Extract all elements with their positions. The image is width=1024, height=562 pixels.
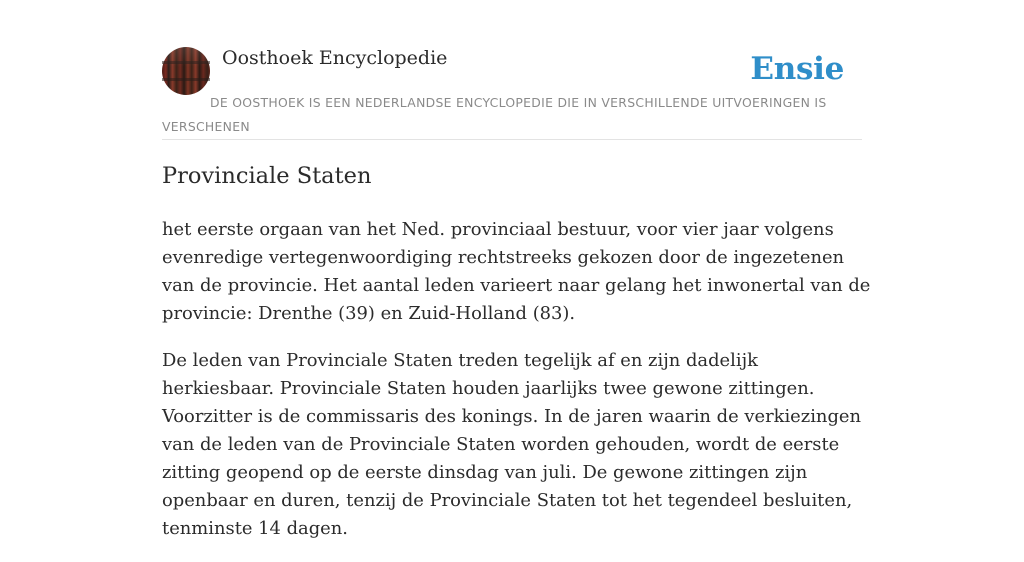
site-name[interactable]: Oosthoek Encyclopedie — [222, 47, 448, 69]
site-tagline: DE OOSTHOEK IS EEN NEDERLANDSE ENCYCLOPEDIE DIE IN VERSCHILLENDE UITVOERINGEN IS VERSCHENEN — [162, 95, 827, 134]
article-paragraph: het eerste orgaan van het Ned. provinciaal bestuur, voor vier jaar volgens evenredige vertegenwoordiging rechtstreeks gekozen door de ingezetenen van de provincie. Het aantal leden varieert naar gelang het inwonertal van de provincie: Drenthe (39) en Zuid-Holland (83). — [162, 219, 871, 324]
article-paragraph: De leden van Provinciale Staten treden tegelijk af en zijn dadelijk herkiesbaar. Provinciale Staten houden jaarlijks twee gewone zittingen. Voorzitter is de commissaris des konings. In de jaren waarin de verkiezingen van de leden van de Provinciale Staten worden gehouden, wordt de eerste zitting geopend op de eerste dinsdag van juli. De gewone zittingen zijn openbaar en duren, tenzij de Provinciale Staten tot het tegendeel besluiten, tenminste 14 dagen. — [162, 350, 862, 539]
bookshelf-avatar-icon[interactable] — [162, 47, 210, 95]
article-body — [162, 216, 874, 562]
site-header — [162, 40, 862, 140]
article-title: Provinciale Staten — [162, 163, 372, 189]
ensie-logo-link[interactable]: Ensie — [750, 51, 844, 87]
page — [162, 40, 871, 539]
